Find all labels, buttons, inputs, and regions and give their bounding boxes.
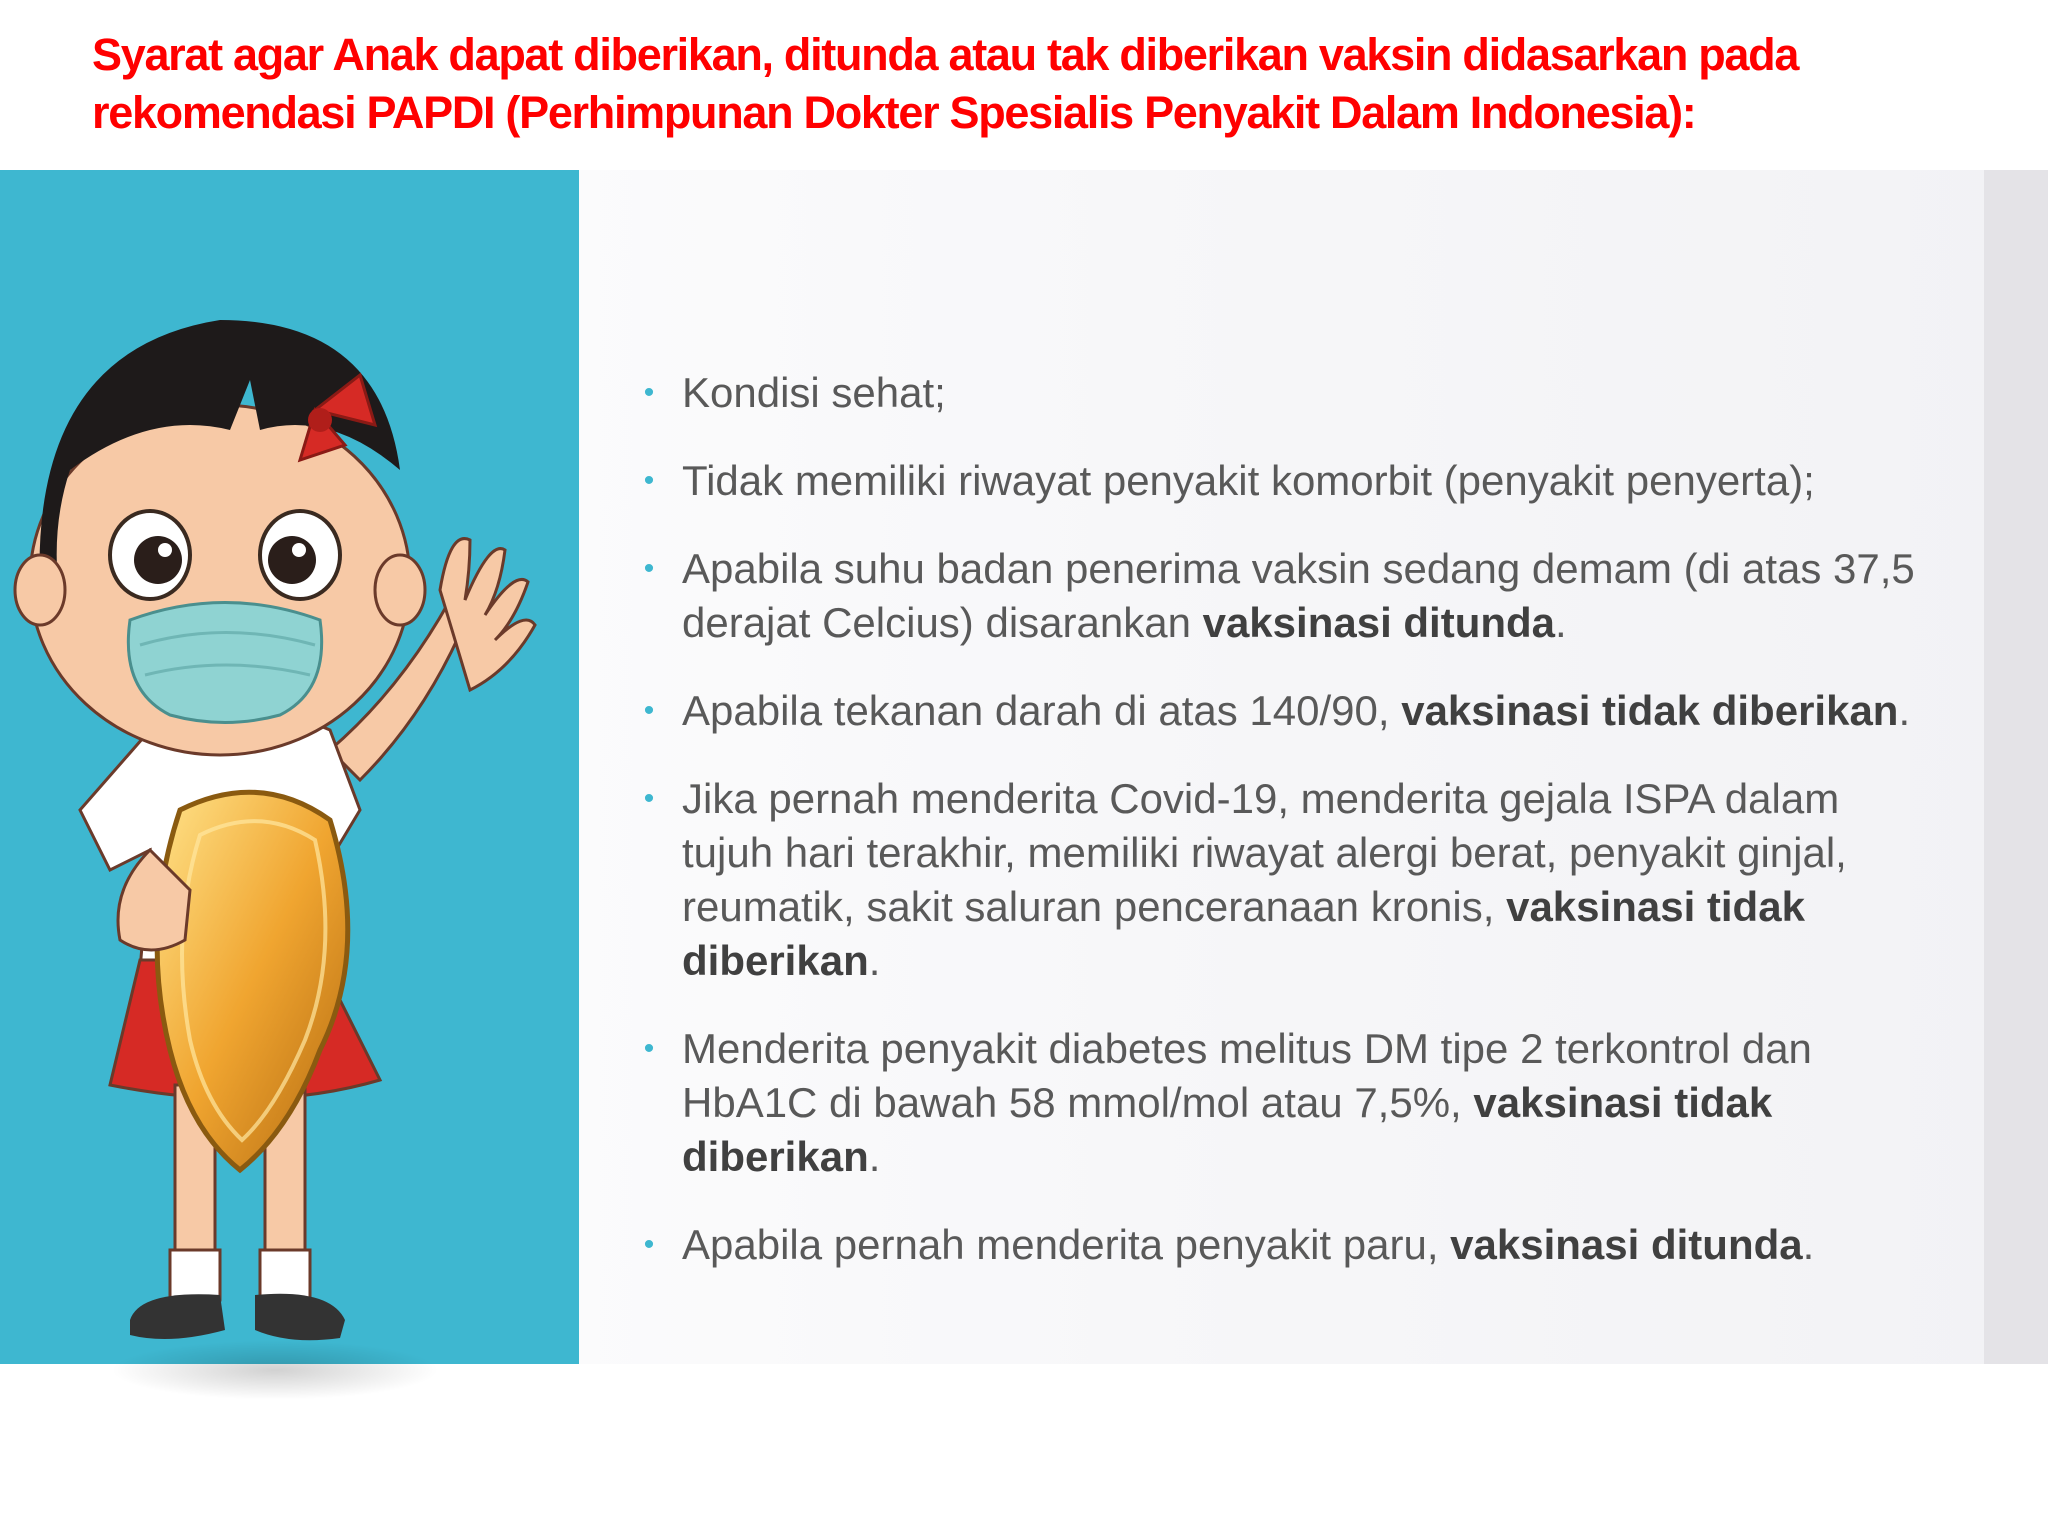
item-text: Menderita penyakit diabetes melitus DM tipe 2 terkontrol dan HbA1C di bawah 58 mmol/mol atau 7,5%, xyxy=(682,1025,1812,1126)
requirements-list xyxy=(640,366,1940,1306)
bullet-marker: • xyxy=(643,1032,655,1065)
child-with-mask-and-shield-illustration xyxy=(0,170,579,1364)
item-end: . xyxy=(868,1133,881,1180)
slide-title: Syarat agar Anak dapat diberikan, ditunda atau tak diberikan vaksin didasarkan pada rekomendasi PAPDI (Perhimpunan Dokter Spesialis Penyakit Dalam Indonesia): xyxy=(92,29,1799,138)
item-emphasis: vaksinasi tidak diberikan xyxy=(682,1079,1773,1180)
list-item xyxy=(640,366,1940,420)
item-text: Kondisi sehat; xyxy=(682,369,946,416)
list-item xyxy=(640,1022,1940,1184)
bullet-marker: • xyxy=(643,552,655,585)
right-edge-strip xyxy=(1984,170,2048,1364)
list-item xyxy=(640,772,1940,988)
item-text: Jika pernah menderita Covid-19, menderita gejala ISPA dalam tujuh hari terakhir, memiliki riwayat alergi berat, penyakit ginjal, reumatik, sakit saluran penceranaan kronis, xyxy=(682,775,1847,930)
item-text: Apabila tekanan darah di atas 140/90, xyxy=(682,687,1402,734)
item-end: . xyxy=(1898,687,1911,734)
bullet-marker: • xyxy=(643,1228,655,1261)
item-emphasis: vaksinasi ditunda xyxy=(1202,599,1556,646)
list-item xyxy=(640,1218,1940,1272)
bullet-marker: • xyxy=(643,376,655,409)
item-emphasis: vaksinasi tidak diberikan xyxy=(1401,687,1899,734)
item-end: . xyxy=(1802,1221,1815,1268)
item-end: . xyxy=(868,937,881,984)
list-item xyxy=(640,684,1940,738)
item-text: Apabila pernah menderita penyakit paru, xyxy=(682,1221,1451,1268)
bullet-marker: • xyxy=(643,464,655,497)
item-emphasis: vaksinasi tidak diberikan xyxy=(682,883,1805,984)
bullet-marker: • xyxy=(643,782,655,815)
item-emphasis: vaksinasi ditunda xyxy=(1450,1221,1803,1268)
list-item xyxy=(640,542,1940,650)
face-mask xyxy=(128,603,321,723)
item-text: Apabila suhu badan penerima vaksin sedang demam (di atas 37,5 derajat Celcius) disarankan xyxy=(682,545,1915,646)
bullet-marker: • xyxy=(643,694,655,727)
illustration-shadow xyxy=(110,1340,440,1400)
list-item xyxy=(640,454,1940,508)
illustration-panel xyxy=(0,170,579,1364)
item-end: . xyxy=(1555,599,1567,646)
item-text: Tidak memiliki riwayat penyakit komorbit (penyakit penyerta); xyxy=(682,457,1815,504)
